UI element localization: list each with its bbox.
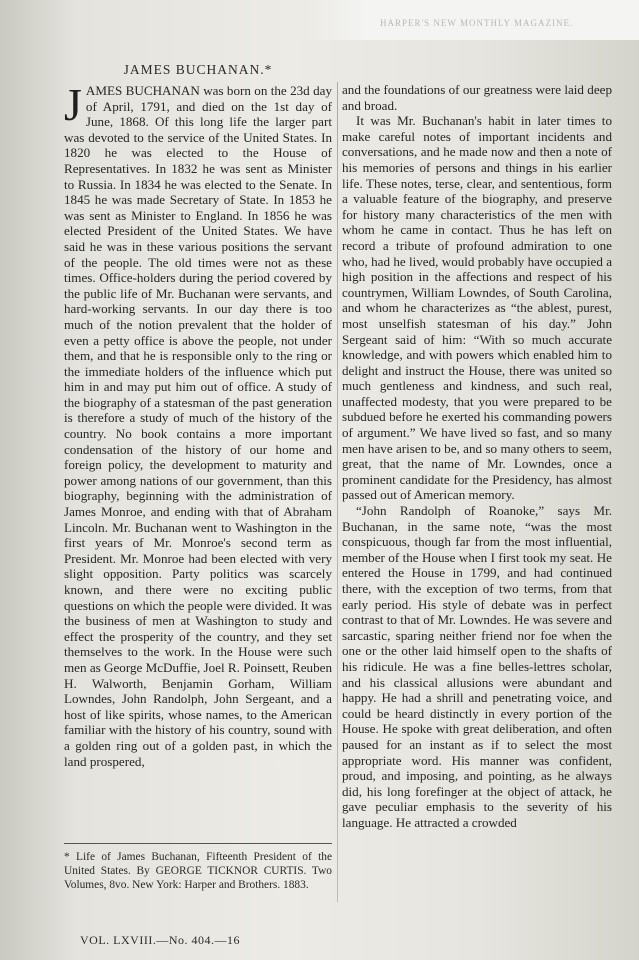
opening-paragraph bbox=[64, 79, 332, 769]
footnote: * Life of James Buchanan, Fifteenth President of the United States. By GEORGE TICKNOR CURTIS. Two Volumes, 8vo. New York: Harper and Brothers. 1883. bbox=[64, 851, 332, 891]
column-divider bbox=[337, 82, 338, 902]
left-column bbox=[64, 79, 332, 769]
randolph-paragraph: “John Randolph of Roanoke,” says Mr. Buchanan, in the same note, “was the most conspicuous, though far from the most influential, member of the House when I first took my seat. He entered the House in 1799, and had continued there, with the exception of two terms, from that early period. His style of debate was in perfect contrast to that of Mr. Lowndes. He was severe and sarcastic, sparing neither friend nor foe when the one or the other laid himself open to the shafts of his ridicule. He was a fine belles-lettres scholar, and his classical allusions were abundant and happy. He had a shrill and penetrating voice, and could be heard distinctly in every portion of the House. He spoke with great deliberation, and often paused for an instant as if to select the most appropriate word. His manner was confident, proud, and imposing, and pointing, as he always did, his long forefinger at the object of attack, he gave peculiar emphasis to the severity of his language. He attracted a crowded bbox=[342, 503, 612, 830]
article-title: JAMES BUCHANAN.* bbox=[123, 62, 273, 77]
volume-footer: VOL. LXVIII.—No. 404.—16 bbox=[80, 933, 240, 947]
running-head bbox=[300, 0, 639, 40]
drop-cap: J bbox=[64, 79, 82, 130]
opening-paragraph-text: AMES BUCHANAN was born on the 23d day of April, 1791, and died on the 1st day of June, 1868. Of this long life the larger part was devoted to the service of the United States. In 1820 he was elected to the House of Representatives. In 1832 he was sent as Minister to Russia. In 1834 he was elected to the Senate. In 1845 he was made Secretary of State. In 1853 he was sent as Minister to England. In 1856 he was elected President of the United States. We have said he was in these various positions the servant of the people. The old times were not as these times. Office-holders during the period covered by the public life of Mr. Buchanan were servants, and hard-working servants. In our day there is too much of the notion prevalent that the holder of even a petty office is above the people, not under them, and that he is responsible only to the ring or the immediate holders of the influence which put him in and may put him out of office. A study of the biography of a statesman of the past generation is therefore a study of much of the history of the country. No book contains a more important condensation of the history of our home and foreign policy, the development to maturity and power among nations of our government, than this biography, beginning with the administration of James Monroe, and ending with that of Abraham Lincoln. Mr. Buchanan went to Washington in the first years of Mr. Monroe's second term as President. Mr. Monroe had been elected with very slight opposition. Party politics was scarcely known, and there were no exciting public questions on which the people were divided. It was the business of men at Washington to study and effect the prosperity of the country, and they set themselves to the work. In the House were such men as George McDuffie, Joel R. Poinsett, Reuben H. Walworth, Benjamin Gorham, William Lowndes, John Randolph, John Sergeant, and a host of like spirits, whose names, to the American familiar with the history of his country, sound with a golden ring out of a golden past, in which the land prospered, bbox=[64, 83, 332, 769]
continued-paragraph: and the foundations of our greatness were laid deep and broad. bbox=[342, 82, 612, 113]
running-head-text: HARPER'S NEW MONTHLY MAGAZINE. bbox=[380, 18, 574, 28]
right-column bbox=[342, 82, 612, 831]
footnote-rule bbox=[64, 843, 332, 844]
lowndes-paragraph: It was Mr. Buchanan's habit in later times to make careful notes of important incidents and conversations, and he made now and then a note of his memories of persons and things in his earlier life. These notes, terse, clear, and sententious, form a valuable feature of the biography, and preserve for history many characteristics of the men with whom he came in contact. Thus he has left on record a tribute of profound admiration to one who, had he lived, would probably have occupied a high position in the affections and respect of his countrymen, William Lowndes, of South Carolina, and whom he characterizes as “the ablest, purest, most unselfish statesman of his day.” John Sergeant said of him: “With so much accurate knowledge, and with powers which enabled him to delight and instruct the House, there was united so much gentleness and kindness, and such real, unaffected modesty, that you were prepared to be subdued before he exerted his commanding powers of argument.” We have lived so fast, and so many men have arisen to be, and so many others to seem, great, that the name of Mr. Lowndes, once a prominent candidate for the Presidency, has almost passed out of American memory. bbox=[342, 113, 612, 503]
